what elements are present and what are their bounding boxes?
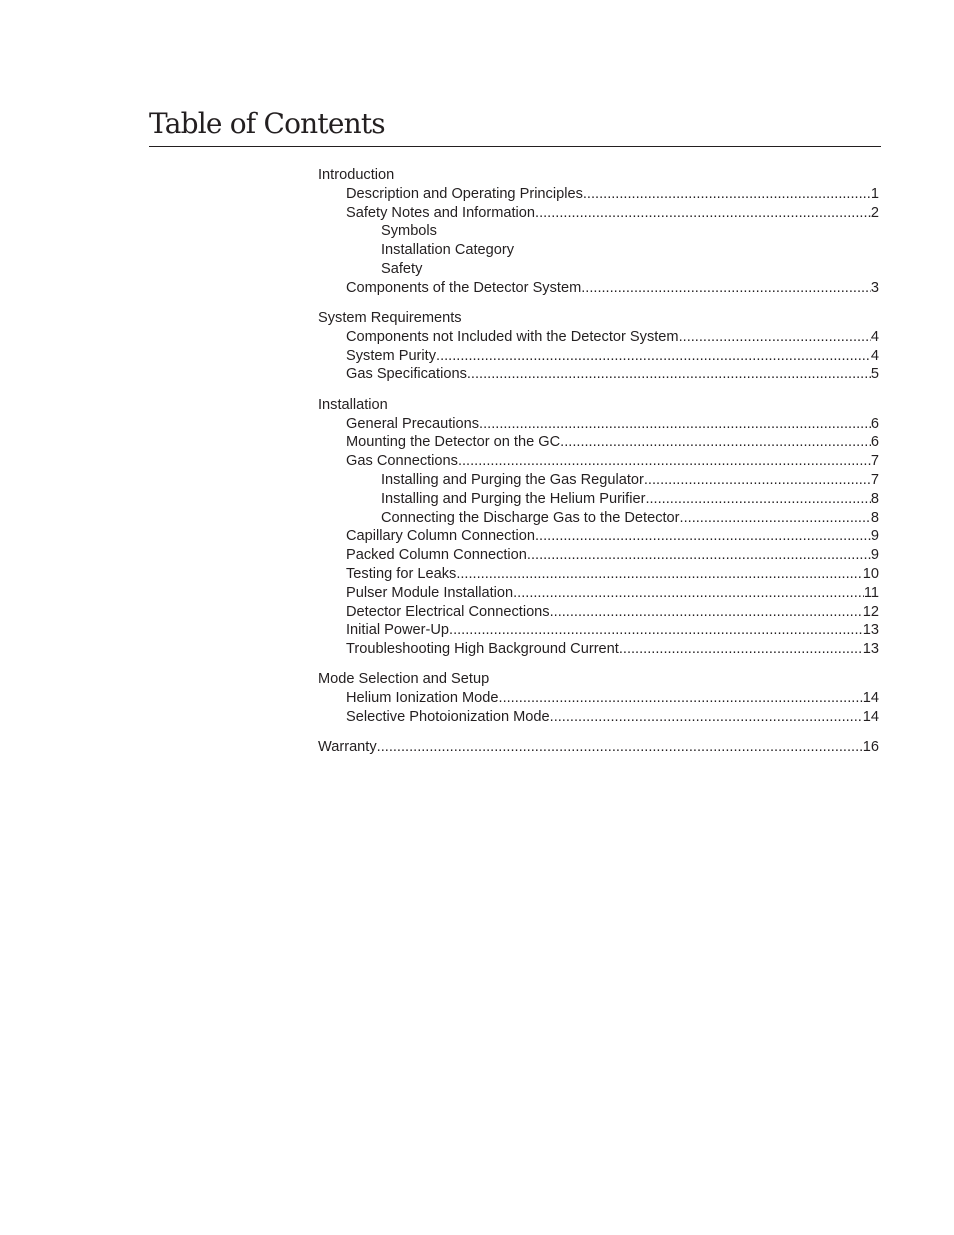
table-of-contents bbox=[318, 166, 879, 769]
toc-dot-leader bbox=[645, 490, 870, 509]
toc-page-number: 9 bbox=[870, 547, 879, 564]
toc-entry[interactable] bbox=[318, 640, 879, 659]
toc-entry[interactable] bbox=[318, 546, 879, 565]
toc-entry-label: Pulser Module Installation bbox=[346, 584, 514, 601]
toc-section bbox=[318, 166, 879, 298]
toc-page-number: 4 bbox=[870, 328, 879, 345]
toc-entry[interactable] bbox=[318, 452, 879, 471]
toc-page-number: 16 bbox=[862, 739, 879, 756]
toc-entry-label: System Purity bbox=[346, 347, 437, 364]
toc-entry-label: Initial Power-Up bbox=[346, 622, 450, 639]
toc-heading-label: Introduction bbox=[318, 167, 395, 183]
toc-dot-leader bbox=[679, 328, 871, 347]
toc-dot-leader bbox=[436, 347, 871, 366]
toc-section-heading[interactable] bbox=[318, 670, 879, 689]
toc-page-number: 13 bbox=[862, 622, 879, 639]
toc-heading-label: Mode Selection and Setup bbox=[318, 671, 490, 688]
toc-page-number: 3 bbox=[870, 279, 879, 296]
toc-entry-label: Safety Notes and Information bbox=[346, 204, 536, 221]
toc-dot-leader bbox=[458, 452, 871, 471]
toc-page-number: 8 bbox=[870, 509, 879, 526]
toc-entry-label: Gas Connections bbox=[346, 453, 458, 470]
toc-entry[interactable] bbox=[318, 415, 879, 434]
toc-section bbox=[318, 396, 879, 659]
toc-dot-leader bbox=[680, 509, 871, 528]
toc-dot-leader bbox=[499, 689, 863, 708]
toc-page-number: 4 bbox=[870, 347, 879, 364]
toc-entry[interactable] bbox=[318, 490, 879, 509]
toc-section-heading[interactable] bbox=[318, 396, 879, 415]
toc-dot-leader bbox=[550, 603, 863, 622]
toc-entry-label: Selective Photoionization Mode bbox=[346, 709, 550, 726]
toc-entry[interactable] bbox=[318, 527, 879, 546]
toc-entry-label: Troubleshooting High Background Current bbox=[346, 641, 619, 658]
toc-page-number: 1 bbox=[870, 185, 879, 202]
toc-entry-label: Testing for Leaks bbox=[346, 565, 457, 582]
toc-entry-label: Gas Specifications bbox=[346, 366, 467, 383]
toc-section-heading[interactable] bbox=[318, 166, 879, 185]
toc-page-number: 13 bbox=[862, 641, 879, 658]
toc-dot-leader bbox=[619, 640, 863, 659]
toc-dot-leader bbox=[456, 565, 862, 584]
toc-dot-leader bbox=[550, 708, 863, 727]
toc-entry[interactable] bbox=[318, 347, 879, 366]
toc-entry[interactable] bbox=[318, 603, 879, 622]
toc-dot-leader bbox=[535, 204, 871, 223]
toc-entry[interactable] bbox=[318, 260, 879, 279]
toc-entry-label: Safety bbox=[381, 260, 423, 277]
toc-entry[interactable] bbox=[318, 565, 879, 584]
title-rule bbox=[149, 146, 881, 147]
toc-page-number: 12 bbox=[862, 603, 879, 620]
toc-heading-label: Installation bbox=[318, 396, 388, 413]
toc-entry-label: Detector Electrical Connections bbox=[346, 603, 550, 620]
toc-entry-label: Helium Ionization Mode bbox=[346, 690, 499, 707]
toc-entry[interactable] bbox=[318, 708, 879, 727]
toc-section-heading[interactable] bbox=[318, 738, 879, 757]
toc-page-number: 9 bbox=[870, 528, 879, 545]
toc-heading-label: Warranty bbox=[318, 739, 377, 756]
toc-page-number: 11 bbox=[863, 584, 879, 601]
toc-entry-label: Mounting the Detector on the GC bbox=[346, 434, 561, 451]
toc-dot-leader bbox=[581, 279, 871, 298]
toc-entry[interactable] bbox=[318, 204, 879, 223]
toc-section bbox=[318, 670, 879, 726]
toc-dot-leader bbox=[583, 185, 871, 204]
toc-page-number: 10 bbox=[862, 565, 879, 582]
toc-dot-leader bbox=[449, 621, 863, 640]
toc-dot-leader bbox=[377, 738, 863, 757]
toc-entry-label: Packed Column Connection bbox=[346, 547, 527, 564]
toc-entry-label: General Precautions bbox=[346, 415, 480, 432]
toc-page-number: 7 bbox=[870, 453, 879, 470]
page-title: Table of Contents bbox=[149, 107, 385, 140]
toc-entry[interactable] bbox=[318, 241, 879, 260]
toc-dot-leader bbox=[560, 433, 871, 452]
toc-entry[interactable] bbox=[318, 279, 879, 298]
toc-dot-leader bbox=[535, 527, 871, 546]
toc-page-number: 8 bbox=[870, 490, 879, 507]
toc-entry-label: Components of the Detector System bbox=[346, 279, 582, 296]
toc-dot-leader bbox=[479, 415, 871, 434]
toc-entry-label: Connecting the Discharge Gas to the Detector bbox=[381, 509, 680, 526]
toc-entry-label: Description and Operating Principles bbox=[346, 185, 583, 202]
toc-entry-label: Components not Included with the Detector System bbox=[346, 328, 679, 345]
toc-entry[interactable] bbox=[318, 328, 879, 347]
toc-heading-label: System Requirements bbox=[318, 310, 462, 327]
toc-entry-label: Symbols bbox=[381, 223, 437, 240]
toc-entry-label: Capillary Column Connection bbox=[346, 528, 535, 545]
toc-page-number: 5 bbox=[870, 366, 879, 383]
toc-entry-label: Installing and Purging the Gas Regulator bbox=[381, 471, 644, 488]
toc-dot-leader bbox=[513, 584, 864, 603]
toc-entry[interactable] bbox=[318, 584, 879, 603]
toc-entry[interactable] bbox=[318, 222, 879, 241]
toc-entry[interactable] bbox=[318, 621, 879, 640]
toc-page-number: 14 bbox=[862, 709, 879, 726]
toc-page-number: 6 bbox=[870, 415, 879, 432]
toc-page-number: 2 bbox=[870, 204, 879, 221]
toc-section-heading[interactable] bbox=[318, 309, 879, 328]
toc-dot-leader bbox=[467, 365, 871, 384]
toc-entry[interactable] bbox=[318, 509, 879, 528]
toc-entry[interactable] bbox=[318, 365, 879, 384]
toc-dot-leader bbox=[644, 471, 871, 490]
toc-entry[interactable] bbox=[318, 689, 879, 708]
toc-entry-label: Installing and Purging the Helium Purifier bbox=[381, 490, 646, 507]
toc-page-number: 7 bbox=[870, 471, 879, 488]
toc-dot-leader bbox=[527, 546, 871, 565]
toc-entry-label: Installation Category bbox=[381, 242, 515, 259]
toc-entry[interactable] bbox=[318, 185, 879, 204]
toc-section bbox=[318, 309, 879, 384]
toc-section bbox=[318, 738, 879, 757]
toc-entry[interactable] bbox=[318, 433, 879, 452]
toc-page-number: 6 bbox=[870, 434, 879, 451]
toc-entry[interactable] bbox=[318, 471, 879, 490]
toc-page-number: 14 bbox=[862, 690, 879, 707]
